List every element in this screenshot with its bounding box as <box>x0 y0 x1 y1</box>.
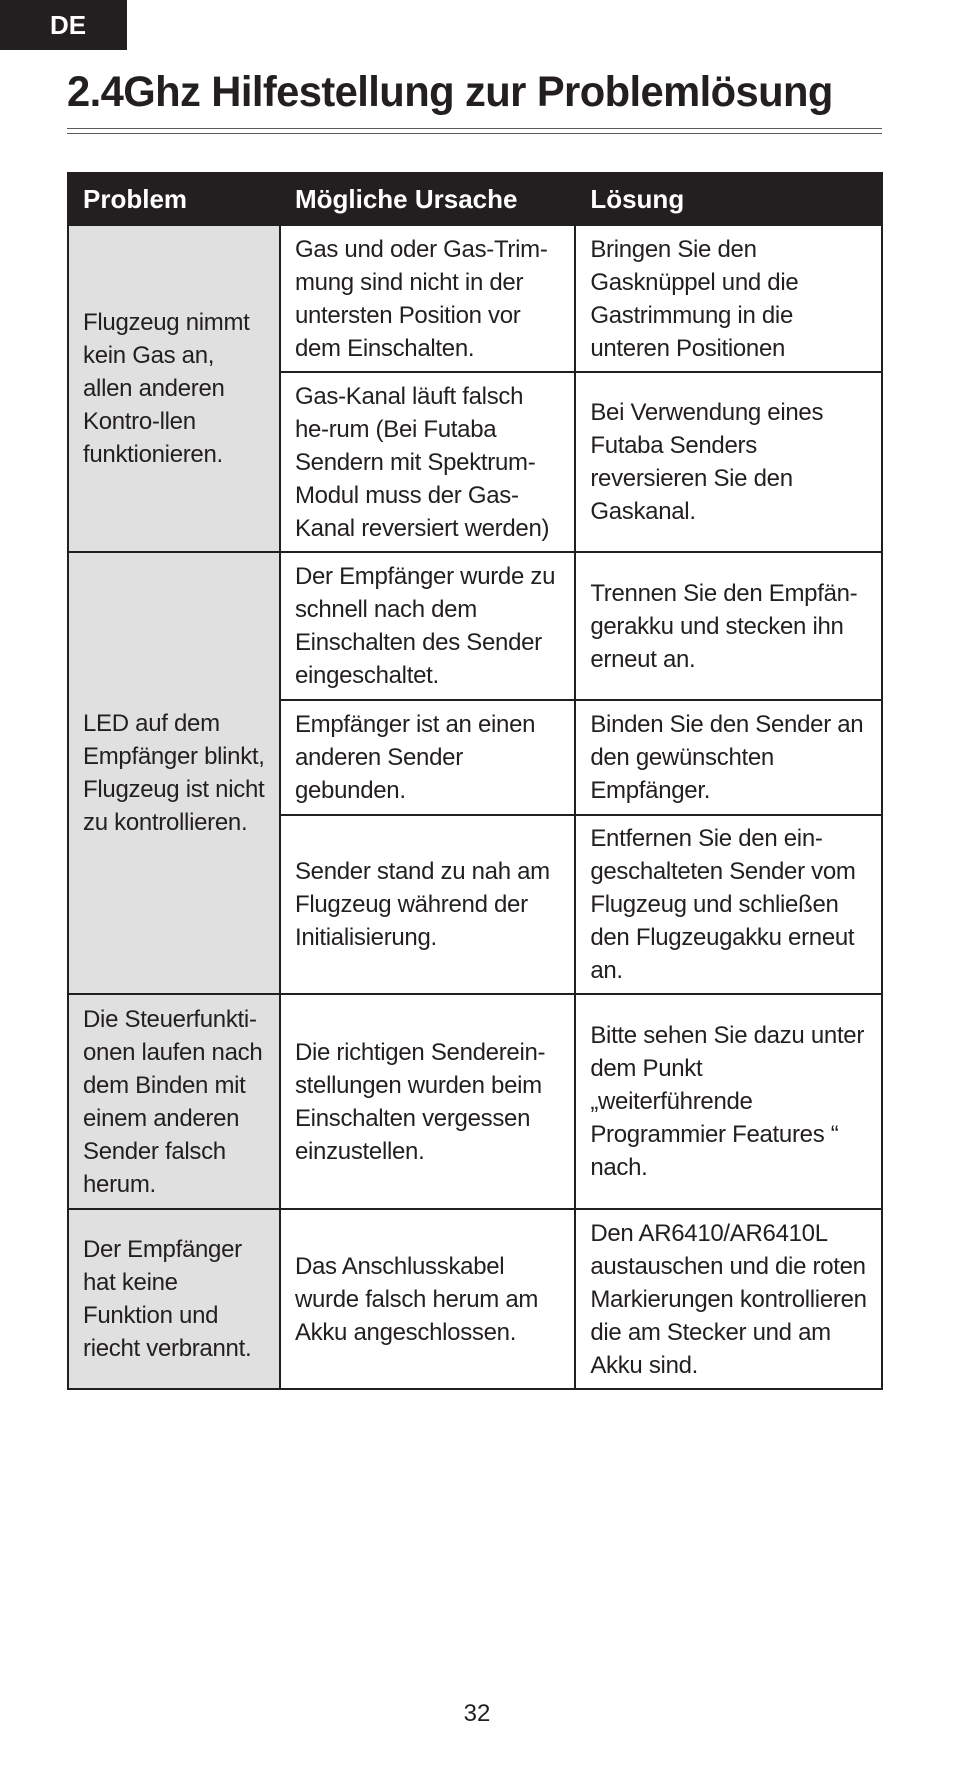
table-row <box>68 994 882 1209</box>
cause-cell: Die richtigen Senderein-stellungen wurden beim Einschalten vergessen einzustellen. <box>280 994 575 1209</box>
problem-cell: Die Steuerfunkti-onen laufen nach dem Binden mit einem anderen Sender falsch herum. <box>68 994 280 1209</box>
problem-cell: LED auf dem Empfänger blinkt, Flugzeug ist nicht zu kontrollieren. <box>68 552 280 994</box>
title-rule-top <box>67 128 882 129</box>
page-title: 2.4Ghz Hilfestellung zur Problemlösung <box>67 68 833 116</box>
table-row <box>68 225 882 372</box>
language-tab: DE <box>0 0 127 50</box>
cause-cell: Empfänger ist an einen anderen Sender gebunden. <box>280 700 575 815</box>
header-solution: Lösung <box>575 173 882 225</box>
solution-cell: Entfernen Sie den ein-geschalteten Sender vom Flugzeug und schließen den Flugzeugakku erneut an. <box>575 815 882 994</box>
table-row <box>68 1209 882 1389</box>
troubleshooting-table <box>67 172 883 1390</box>
problem-cell: Flugzeug nimmt kein Gas an, allen anderen Kontro-llen funktionieren. <box>68 225 280 552</box>
page-number: 32 <box>463 1700 491 1727</box>
table-row <box>68 552 882 700</box>
solution-cell: Trennen Sie den Empfän-gerakku und stecken ihn erneut an. <box>575 552 882 700</box>
header-cause: Mögliche Ursache <box>280 173 575 225</box>
cause-cell: Das Anschlusskabel wurde falsch herum am Akku angeschlossen. <box>280 1209 575 1389</box>
solution-cell: Bei Verwendung eines Futaba Senders reversieren Sie den Gaskanal. <box>575 372 882 552</box>
problem-cell: Der Empfänger hat keine Funktion und riecht verbrannt. <box>68 1209 280 1389</box>
cause-cell: Sender stand zu nah am Flugzeug während der Initialisierung. <box>280 815 575 994</box>
solution-cell: Den AR6410/AR6410L austauschen und die roten Markierungen kontrollieren die am Stecker und am Akku sind. <box>575 1209 882 1389</box>
solution-cell: Bitte sehen Sie dazu unter dem Punkt „weiterführende Programmier Features “ nach. <box>575 994 882 1209</box>
cause-cell: Gas-Kanal läuft falsch he-rum (Bei Futaba Sendern mit Spektrum-Modul muss der Gas-Kanal reversiert werden) <box>280 372 575 552</box>
header-problem: Problem <box>68 173 280 225</box>
cause-cell: Der Empfänger wurde zu schnell nach dem Einschalten des Sender eingeschaltet. <box>280 552 575 700</box>
title-rule-bottom <box>67 133 882 134</box>
cause-cell: Gas und oder Gas-Trim-mung sind nicht in der untersten Position vor dem Einschalten. <box>280 225 575 372</box>
solution-cell: Bringen Sie den Gasknüppel und die Gastrimmung in die unteren Positionen <box>575 225 882 372</box>
solution-cell: Binden Sie den Sender an den gewünschten Empfänger. <box>575 700 882 815</box>
table-header-row <box>68 173 882 225</box>
